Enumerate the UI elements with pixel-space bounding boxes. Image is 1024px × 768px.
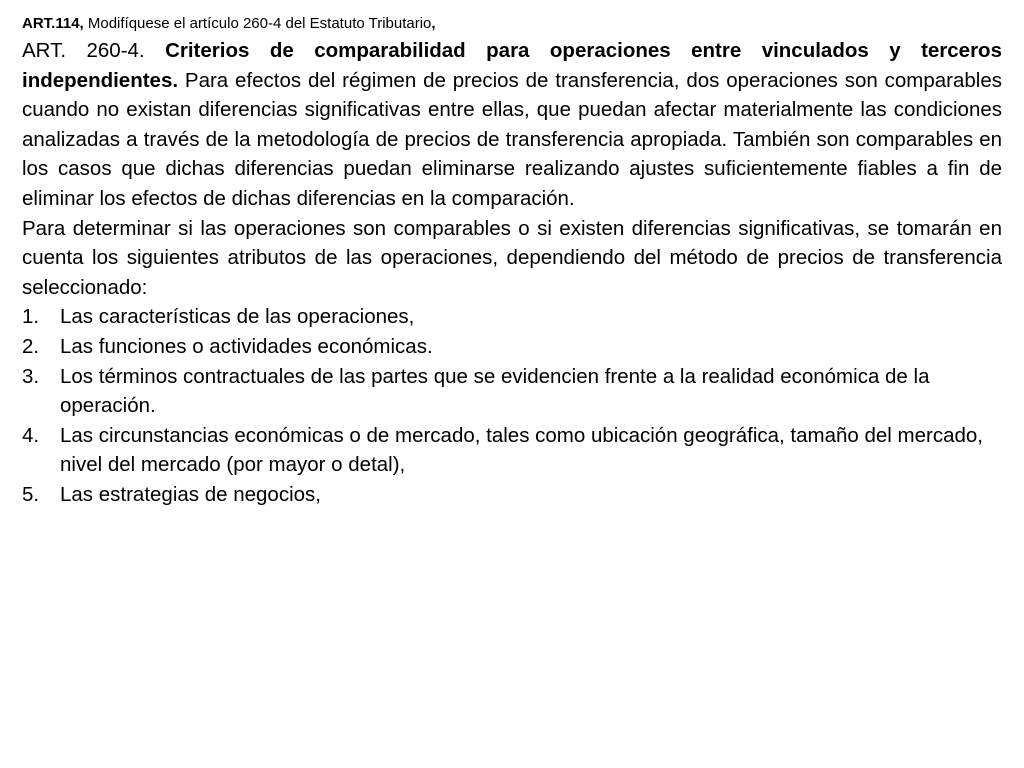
- list-item-text: Las circunstancias económicas o de mercado, tales como ubicación geográfica, tamaño del mercado, nivel del mercado (por mayor o detal),: [60, 423, 983, 477]
- document-page: [22, 12, 1002, 510]
- attributes-list: [22, 302, 1002, 509]
- list-item: [22, 421, 1002, 480]
- list-item: [22, 302, 1002, 332]
- list-item-number: 3.: [22, 364, 40, 388]
- list-item-number: 2.: [22, 334, 40, 358]
- list-item-number: 5.: [22, 482, 40, 506]
- list-item-text: Las funciones o actividades económicas.: [60, 334, 433, 358]
- article-reference: ART.114,: [22, 15, 84, 32]
- article-header-text: Modifíquese el artículo 260-4 del Estatuto Tributario: [83, 15, 432, 32]
- list-item-text: Las características de las operaciones,: [60, 305, 415, 329]
- article-header: [22, 12, 1002, 36]
- list-item: [22, 480, 1002, 510]
- list-item-number: 1.: [22, 305, 40, 329]
- list-item: [22, 332, 1002, 362]
- article-header-trailing: ,: [431, 15, 436, 32]
- article-number: ART. 260-4.: [22, 39, 166, 62]
- article-title: Criterios de comparabilidad para operaciones entre vinculados y terceros independientes.: [22, 39, 1002, 92]
- list-item-text: Los términos contractuales de las partes que se evidencien frente a la realidad económica de la operación.: [60, 364, 930, 418]
- article-paragraph-2: Para determinar si las operaciones son comparables o si existen diferencias significativas, se tomarán en cuenta los siguientes atributos de las operaciones, dependiendo del método de precios de transferencia seleccionado:: [22, 216, 1002, 299]
- article-body: Para efectos del régimen de precios de transferencia, dos operaciones son comparables cuando no existan diferencias significativas entre ellas, que puedan afectar materialmente las condiciones analizadas a través de la metodología de precios de transferencia apropiada. También son comparables en los casos que dichas diferencias puedan eliminarse realizando ajustes suficientemente fiables a fin de eliminar los efectos de dichas diferencias en la comparación.: [22, 68, 1002, 210]
- list-item-text: Las estrategias de negocios,: [60, 482, 321, 506]
- list-item-number: 4.: [22, 423, 40, 447]
- article-paragraph-1: [22, 36, 1002, 214]
- list-item: [22, 362, 1002, 421]
